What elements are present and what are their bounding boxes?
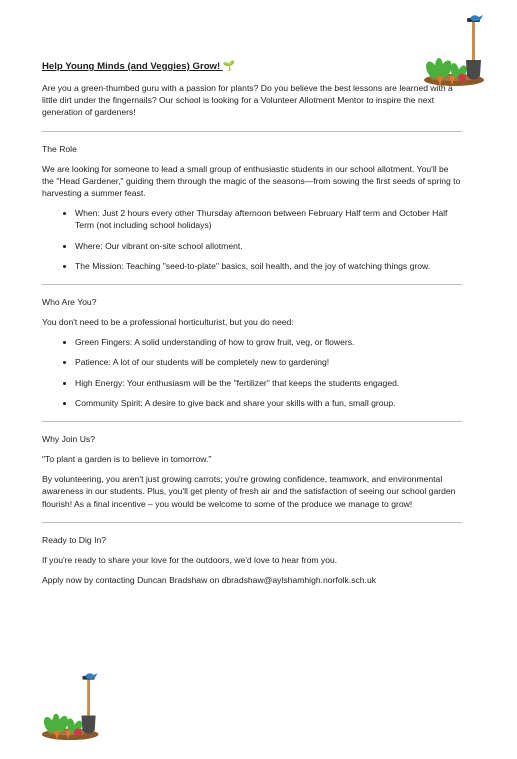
list-item: • Where: Our vibrant on-site school allotment. [75,240,462,252]
document-content [42,60,462,594]
list-item: • The Mission: Teaching "seed-to-plate" basics, soil health, and the joy of watching things grow. [75,260,462,272]
role-heading: The Role [42,143,77,154]
sprout-icon: 🌱 [222,61,236,72]
section-divider [42,522,462,523]
why-quote: "To plant a garden is to believe in tomorrow." [42,454,212,465]
list-item: • When: Just 2 hours every other Thursday afternoon between February Half term and October Half Term (not including school holidays) [75,207,462,231]
role-paragraph: We are looking for someone to lead a small group of enthusiastic students in our school allotment. You'll be the "Head Gardener," guiding them through the magic of the seasons—from sowing the first seeds of spring to harvesting a summer feast. [42,163,461,199]
list-item: • High Energy: Your enthusiasm will be the "fertilizer" that keeps the students engaged. [75,377,462,389]
spade-handle [87,678,90,718]
spade-blade [81,715,95,733]
section-divider [42,421,462,422]
ready-paragraph: If you're ready to share your love for the outdoors, we'd love to hear from you. [42,554,338,565]
section-divider [42,284,462,285]
bird-icon [85,673,97,679]
list-item: • Green Fingers: A solid understanding of how to grow fruit, veg, or flowers. [75,336,462,348]
who-paragraph: You don't need to be a professional horticulturist, but you do need: [42,317,294,328]
ready-heading: Ready to Dig In? [42,534,107,545]
spade-handle [472,20,475,62]
spade-blade [466,60,481,80]
garden-spade-illustration-bottom [40,670,106,744]
why-heading: Why Join Us? [42,434,96,445]
contact-line: Apply now by contacting Duncan Bradshaw on dbradshaw@aylshamhigh.norfolk.sch.uk [42,575,377,586]
intro-paragraph: Are you a green-thumbed guru with a passion for plants? Do you believe the best lessons are learned with a little dirt under the fingernails? Our school is looking for a Volunteer Allotment Mentor to inspire the next generation of gardeners! [42,83,453,118]
radish-icon [74,729,82,737]
section-divider [42,131,462,132]
role-list [42,207,462,272]
bird-icon [470,15,483,21]
why-paragraph: By volunteering, you aren't just growing carrots; you're growing confidence, teamwork, and environmental awareness in our students. Plus, you'll get plenty of fresh air and the satisfaction of seeing our school garden flourish! As a final incentive – you would be welcome to some of the produce we manage to grow! [42,474,456,509]
list-item: • Patience: A lot of our students will be completely new to gardening! [75,356,462,368]
who-heading: Who Are You? [42,297,97,308]
list-item: • Community Spirit: A desire to give back and share your skills with a fun, small group. [75,397,462,409]
who-list [42,336,462,409]
page-title: Help Young Minds (and Veggies) Grow! 🌱 [42,61,236,72]
